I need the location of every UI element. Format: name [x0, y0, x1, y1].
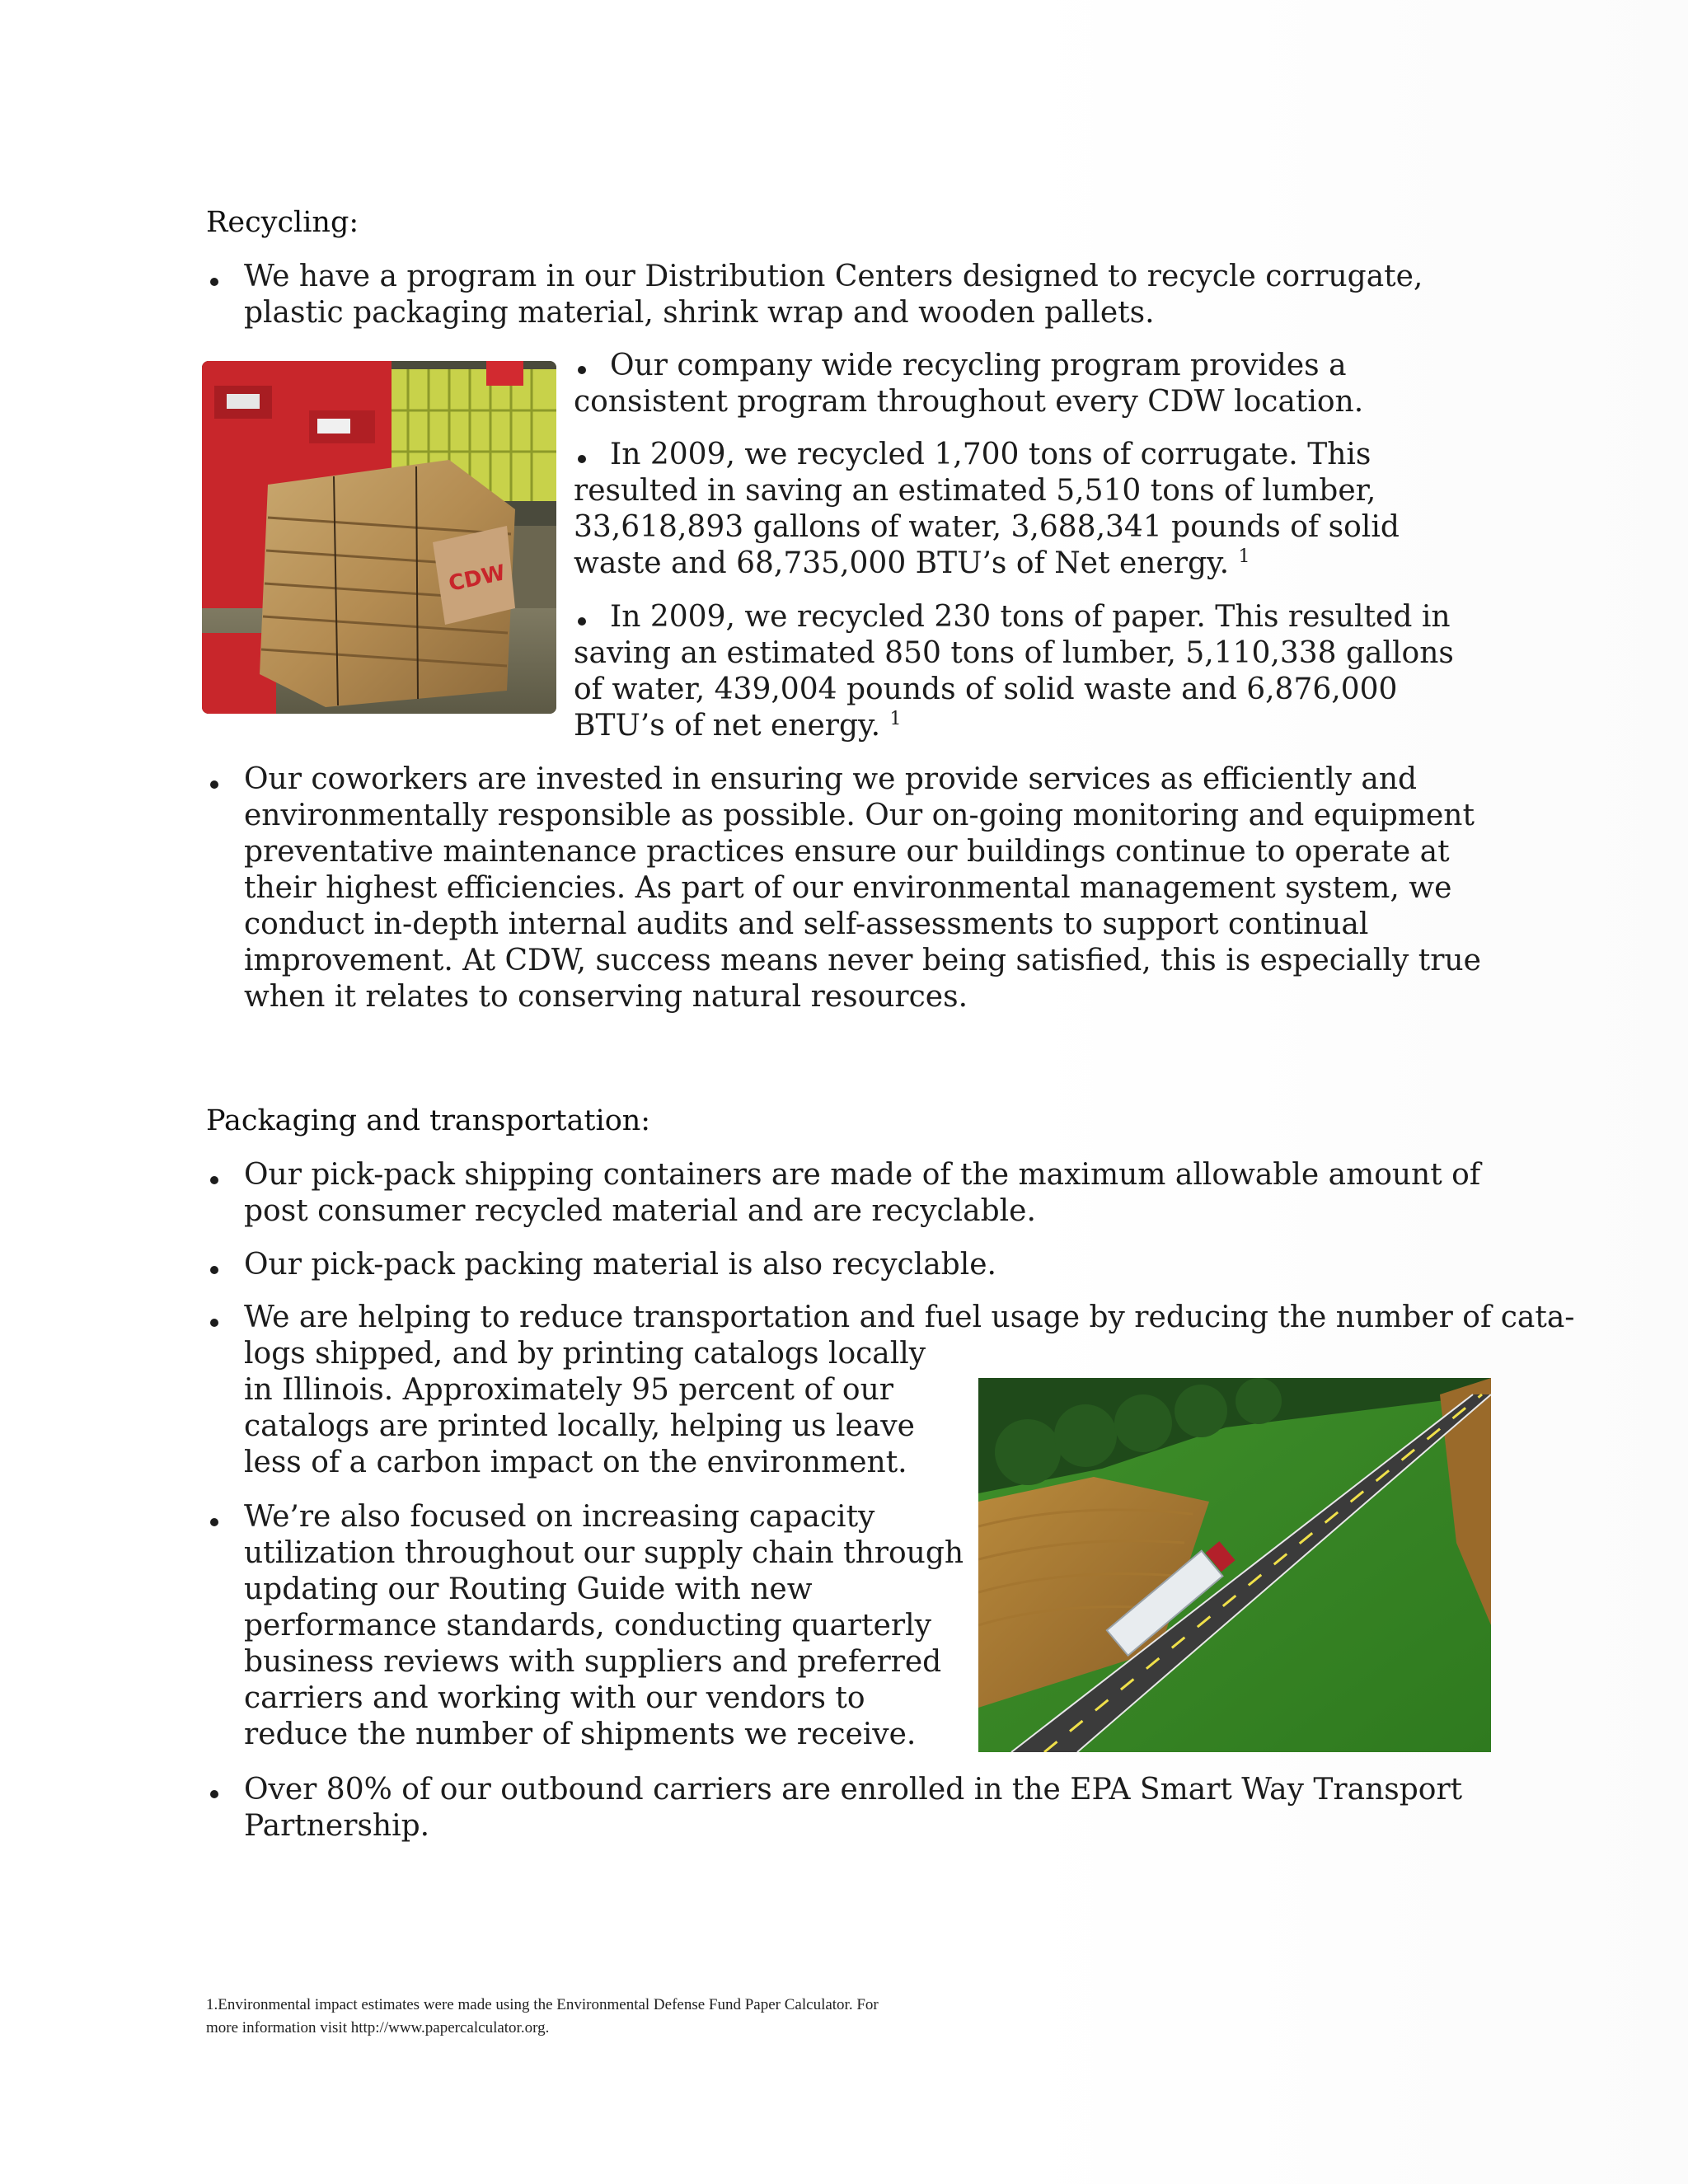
cardboard-baler-photo — [202, 361, 556, 714]
cdw-box-logo: CDW — [446, 560, 508, 597]
recycling-bullet-3-text: In 2009, we recycled 1,700 tons of corrugate. This resulted in saving an estimated 5,510 tons of lumber, 33,618,893 gallons of water, 3,688,341 pounds of solid waste and 68,735,000 BTU’s of Net energy. — [574, 438, 1400, 580]
recycling-bullet-1: We have a program in our Distribution Centers designed to recycle corrugate, plastic packaging material, shrink wrap and wooden pallets. — [244, 260, 1423, 330]
packaging-bullet-3-first-line: We are helping to reduce transportation and fuel usage by reducing the number of cata- — [244, 1301, 1575, 1334]
bullet-icon — [210, 1266, 218, 1274]
footnote — [206, 1994, 964, 2040]
footnote-line-1: 1.Environmental impact estimates were made using the Environmental Defense Fund Paper Calculator. For — [206, 1996, 879, 2013]
packaging-bullet-3: logs shipped, and by printing catalogs locally in Illinois. Approximately 95 percent of our catalogs are printed locally, helping us leave less of a carbon impact on the environment. — [244, 1337, 926, 1479]
footnote-ref: 1 — [1238, 546, 1250, 567]
bullet-icon — [210, 1319, 218, 1327]
recycling-bullet-2: Our company wide recycling program provides a consistent program throughout every CDW location. — [574, 349, 1364, 419]
footnote-line-2: more information visit http://www.papercalculator.org. — [206, 2019, 550, 2036]
recycling-bullet-4-text: In 2009, we recycled 230 tons of paper. This resulted in saving an estimated 850 tons of lumber, 5,110,338 gallons of water, 439,004 pounds of solid waste and 6,876,000 BTU’s of net energy. — [574, 600, 1454, 743]
truck-on-highway-photo — [978, 1378, 1491, 1752]
packaging-bullet-5: Over 80% of our outbound carriers are enrolled in the EPA Smart Way Transport Partnership. — [244, 1773, 1463, 1843]
recycling-heading: Recycling: — [206, 206, 359, 239]
bullet-icon — [210, 1790, 218, 1798]
recycling-bullet-4 — [574, 599, 1480, 744]
bullet-icon — [210, 278, 218, 286]
packaging-bullet-2: Our pick-pack packing material is also recyclable. — [244, 1248, 996, 1282]
truck-photo-drawing — [978, 1378, 1491, 1752]
bullet-icon — [210, 1176, 218, 1184]
footnote-ref: 1 — [889, 709, 902, 729]
packaging-bullet-4: We’re also focused on increasing capacity utilization throughout our supply chain through updating our Routing Guide with new performance standards, conducting quarterly business reviews with suppliers and preferred carriers and working with our vendors to reduce the number of shipments we receive. — [244, 1500, 964, 1751]
baler-photo-drawing — [202, 361, 556, 714]
packaging-heading: Packaging and transportation: — [206, 1104, 651, 1137]
recycling-bullet-5: Our coworkers are invested in ensuring we provide services as efficiently and environmentally responsible as possible. Our on-going monitoring and equipment preventative maintenance practices ensure our buildings continue to operate at their highest efficiencies. As part of our environmental management system, we conduct in-depth internal audits and self-assessments to support continual improvement. At CDW, success means never being satisfied, this is especially true when it relates to conserving natural resources. — [244, 762, 1481, 1014]
bullet-icon — [210, 780, 218, 789]
packaging-bullet-1: Our pick-pack shipping containers are made of the maximum allowable amount of post consumer recycled material and are recyclable. — [244, 1158, 1481, 1228]
bullet-icon — [210, 1518, 218, 1526]
recycling-bullet-3 — [574, 437, 1480, 582]
